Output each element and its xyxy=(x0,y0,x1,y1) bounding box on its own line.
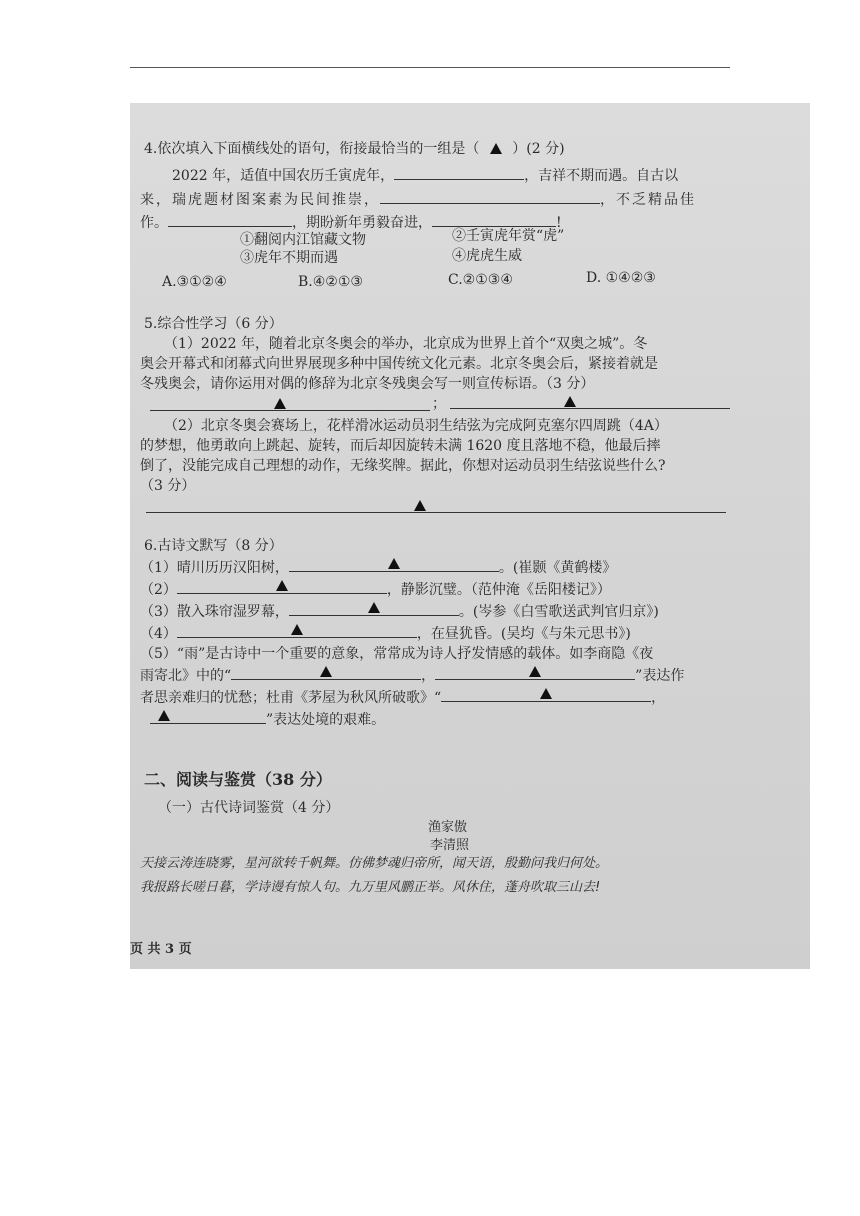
q5-p2-line2: 的梦想，他勇敢向上跳起、旋转，而后却因旋转未满 1620 度且落地不稳，他最后摔 xyxy=(140,438,661,454)
answer-marker-icon xyxy=(540,688,552,699)
q6-title: 6.古诗文默写（8 分） xyxy=(144,538,283,554)
q6-item-1: （1）晴川历历汉阳树， 。(崔颢《黄鹤楼》 xyxy=(140,557,616,577)
answer-rule xyxy=(450,408,730,409)
q4-choice-a: A.③①②④ xyxy=(162,274,227,290)
header-rule xyxy=(130,67,730,68)
answer-marker-icon xyxy=(414,500,426,511)
q5-separator: ； xyxy=(432,396,446,412)
answer-blank xyxy=(380,189,600,204)
poem-author: 李清照 xyxy=(430,838,470,853)
answer-marker-icon xyxy=(529,666,541,677)
q4-item-2: ②壬寅虎年赏“虎” xyxy=(452,228,565,244)
q5-p1-line2: 奥会开幕式和闭幕式向世界展现多种中国传统文化元素。北京冬奥会后，紧接着就是 xyxy=(140,356,658,372)
answer-marker-icon xyxy=(158,710,170,721)
answer-blank xyxy=(289,557,499,572)
q6-item-5-line2: 雨寄北》中的“ ， ”表达作 xyxy=(140,665,684,685)
answer-blank xyxy=(435,665,635,680)
poem-line-2: 我报路长嗟日暮，学诗谩有惊人句。九万里风鹏正举。风休住，蓬舟吹取三山去! xyxy=(140,880,601,895)
q4-item-3: ③虎年不期而遇 xyxy=(240,250,338,266)
q5-p1-line1: （1）2022 年，随着北京冬奥会的举办，北京成为世界上首个“双奥之城”。冬 xyxy=(164,336,648,352)
answer-blank xyxy=(231,665,421,680)
exam-page-photo xyxy=(130,103,810,969)
answer-marker-icon xyxy=(388,558,400,569)
answer-blank xyxy=(441,687,651,702)
section-2-heading: 二、阅读与鉴赏（38 分） xyxy=(144,770,332,789)
answer-blank xyxy=(289,601,459,616)
q4-title-text: 4.依次填入下面横线处的语句，衔接最恰当的一组是（ xyxy=(144,141,480,157)
q4-choice-b: B.④②①③ xyxy=(298,274,363,290)
section-2-subheading: （一）古代诗词鉴赏（4 分） xyxy=(158,800,340,816)
q4-line2: 来，瑞虎题材图案素为民间推崇， ，不乏精品佳 xyxy=(140,189,696,209)
q4-item-4: ④虎虎生威 xyxy=(452,248,522,264)
answer-blank xyxy=(394,165,524,180)
answer-marker-icon xyxy=(564,396,576,407)
answer-marker-icon xyxy=(490,143,502,154)
q5-p2-line1: （2）北京冬奥会赛场上，花样滑冰运动员羽生结弦为完成阿克塞尔四周跳（4A） xyxy=(164,418,668,434)
poem-title: 渔家傲 xyxy=(428,820,468,835)
answer-blank xyxy=(177,623,417,638)
answer-marker-icon xyxy=(320,666,332,677)
answer-rule xyxy=(150,410,430,411)
q4-line1: 2022 年，适值中国农历壬寅虎年， ，吉祥不期而遇。自古以 xyxy=(172,165,678,185)
answer-marker-icon xyxy=(274,398,286,409)
answer-blank xyxy=(432,212,556,227)
page-footer: 页 共 3 页 xyxy=(130,942,192,957)
answer-marker-icon xyxy=(368,602,380,613)
q4-choice-c: C.②①③④ xyxy=(448,272,513,288)
answer-marker-icon xyxy=(291,624,303,635)
q5-p2-line4: （3 分） xyxy=(140,478,196,494)
poem-line-1: 天接云涛连晓雾，星河欲转千帆舞。仿佛梦魂归帝所，闻天语，殷勤问我归何处。 xyxy=(140,856,609,871)
answer-rule xyxy=(146,512,726,513)
q5-title: 5.综合性学习（6 分） xyxy=(144,316,283,332)
q4-title-end: ）(2 分) xyxy=(512,141,565,157)
q4-line3: 作。 ，期盼新年勇毅奋进， ! xyxy=(140,212,562,232)
answer-blank xyxy=(150,709,266,724)
q6-item-2: （2） ，静影沉璧。（范仲淹《岳阳楼记》） xyxy=(140,579,611,599)
q4-title xyxy=(144,140,565,158)
q6-item-5-line3: 者思亲难归的忧愁；杜甫《茅屋为秋风所破歌》“ ， xyxy=(140,687,665,707)
answer-marker-icon xyxy=(276,580,288,591)
q6-item-3: （3）散入珠帘湿罗幕， 。(岑参《白雪歌送武判官归京》) xyxy=(140,601,659,621)
answer-blank xyxy=(168,212,292,227)
q6-item-5-line4: ”表达处境的艰难。 xyxy=(150,709,385,729)
q5-p1-line3: 冬残奥会，请你运用对偶的修辞为北京冬残奥会写一则宣传标语。（3 分） xyxy=(140,376,595,392)
q6-item-5-line1: （5）“雨”是古诗中一个重要的意象，常常成为诗人抒发情感的载体。如李商隐《夜 xyxy=(140,646,654,662)
q4-choice-d: D. ①④②③ xyxy=(586,270,656,286)
q4-item-1: ①翻阅内江馆藏文物 xyxy=(240,232,366,248)
answer-blank xyxy=(177,579,387,594)
q5-p2-line3: 倒了，没能完成自己理想的动作，无缘奖牌。据此，你想对运动员羽生结弦说些什么? xyxy=(140,458,666,474)
q6-item-4: （4） ，在昼犹昏。(吴均《与朱元思书》) xyxy=(140,623,631,643)
